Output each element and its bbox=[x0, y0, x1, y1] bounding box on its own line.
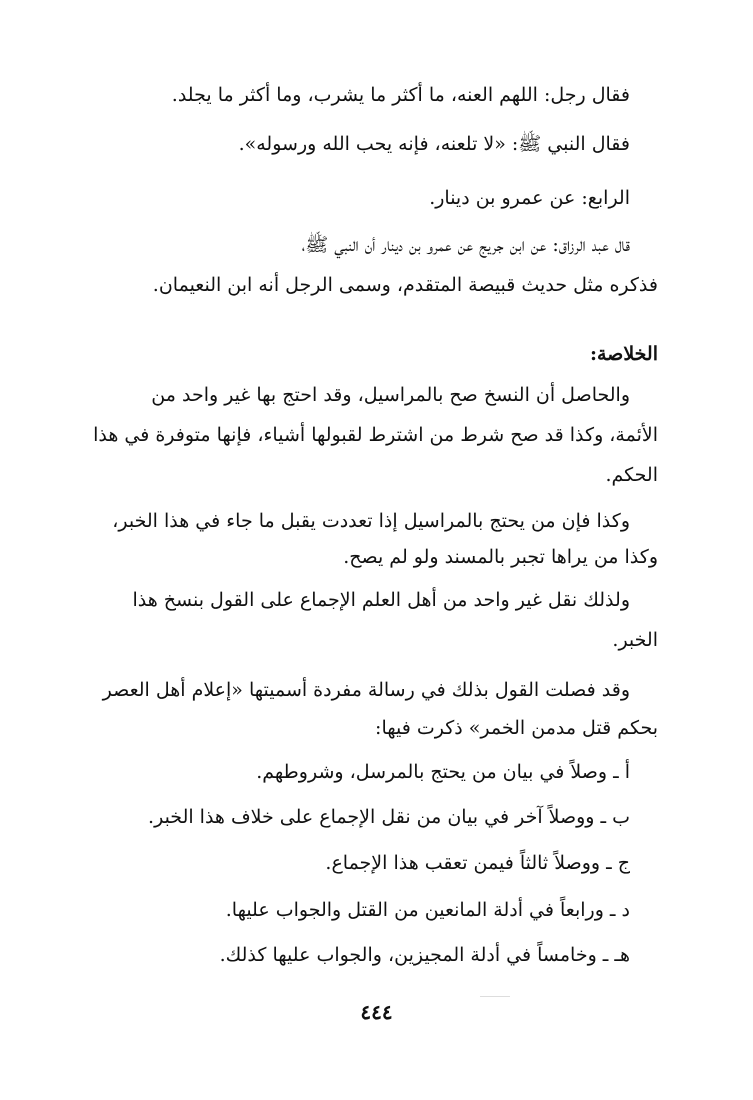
text-line-1: فقال رجل: اللهم العنه، ما أكثر ما يشرب، وما أكثر ما يجلد. bbox=[171, 84, 630, 106]
text-line-7: والحاصل أن النسخ صح بالمراسيل، وقد احتج بها غير واحد من bbox=[151, 384, 630, 406]
list-item-c: ج ـ ووصلاً ثالثاً فيمن تعقب هذا الإجماع. bbox=[325, 852, 630, 874]
section-heading: الخلاصة: bbox=[589, 343, 658, 365]
text-line-4: قال عبد الرزاق: عن ابن جريج عن عمرو بن دينار أن النبي ﷺ، bbox=[301, 234, 630, 256]
text-line-14: وقد فصلت القول بذلك في رسالة مفردة أسميتها «إعلام أهل العصر bbox=[102, 679, 630, 701]
list-item-b: ب ـ ووصلاً آخر في بيان من نقل الإجماع على خلاف هذا الخبر. bbox=[148, 806, 630, 828]
list-item-e: هـ ـ وخامساً في أدلة المجيزين، والجواب عليها كذلك. bbox=[219, 944, 630, 966]
text-line-13: الخبر. bbox=[612, 629, 658, 651]
text-line-5: فذكره مثل حديث قبيصة المتقدم، وسمى الرجل أنه ابن النعيمان. bbox=[152, 274, 658, 296]
text-line-8: الأئمة، وكذا قد صح شرط من اشترط لقبولها أشياء، فإنها متوفرة في هذا bbox=[93, 424, 658, 446]
list-item-a: أ ـ وصلاً في بيان من يحتج بالمرسل، وشروطهم. bbox=[256, 761, 630, 783]
text-line-3: الرابع: عن عمرو بن دينار. bbox=[429, 187, 630, 209]
text-line-15: بحكم قتل مدمن الخمر» ذكرت فيها: bbox=[375, 717, 658, 739]
page-body bbox=[95, 80, 658, 1040]
page-number: ٤٤٤ bbox=[360, 1000, 393, 1024]
page-number-rule bbox=[480, 996, 510, 997]
text-line-12: ولذلك نقل غير واحد من أهل العلم الإجماع على القول بنسخ هذا bbox=[132, 589, 630, 611]
text-line-10: وكذا فإن من يحتج بالمراسيل إذا تعددت يقبل ما جاء في هذا الخبر، bbox=[112, 510, 630, 532]
text-line-2: فقال النبي ﷺ: «لا تلعنه، فإنه يحب الله ورسوله». bbox=[238, 133, 630, 155]
text-line-11: وكذا من يراها تجبر بالمسند ولو لم يصح. bbox=[343, 546, 658, 568]
list-item-d: د ـ ورابعاً في أدلة المانعين من القتل والجواب عليها. bbox=[225, 899, 630, 921]
text-line-9: الحكم. bbox=[605, 464, 658, 486]
